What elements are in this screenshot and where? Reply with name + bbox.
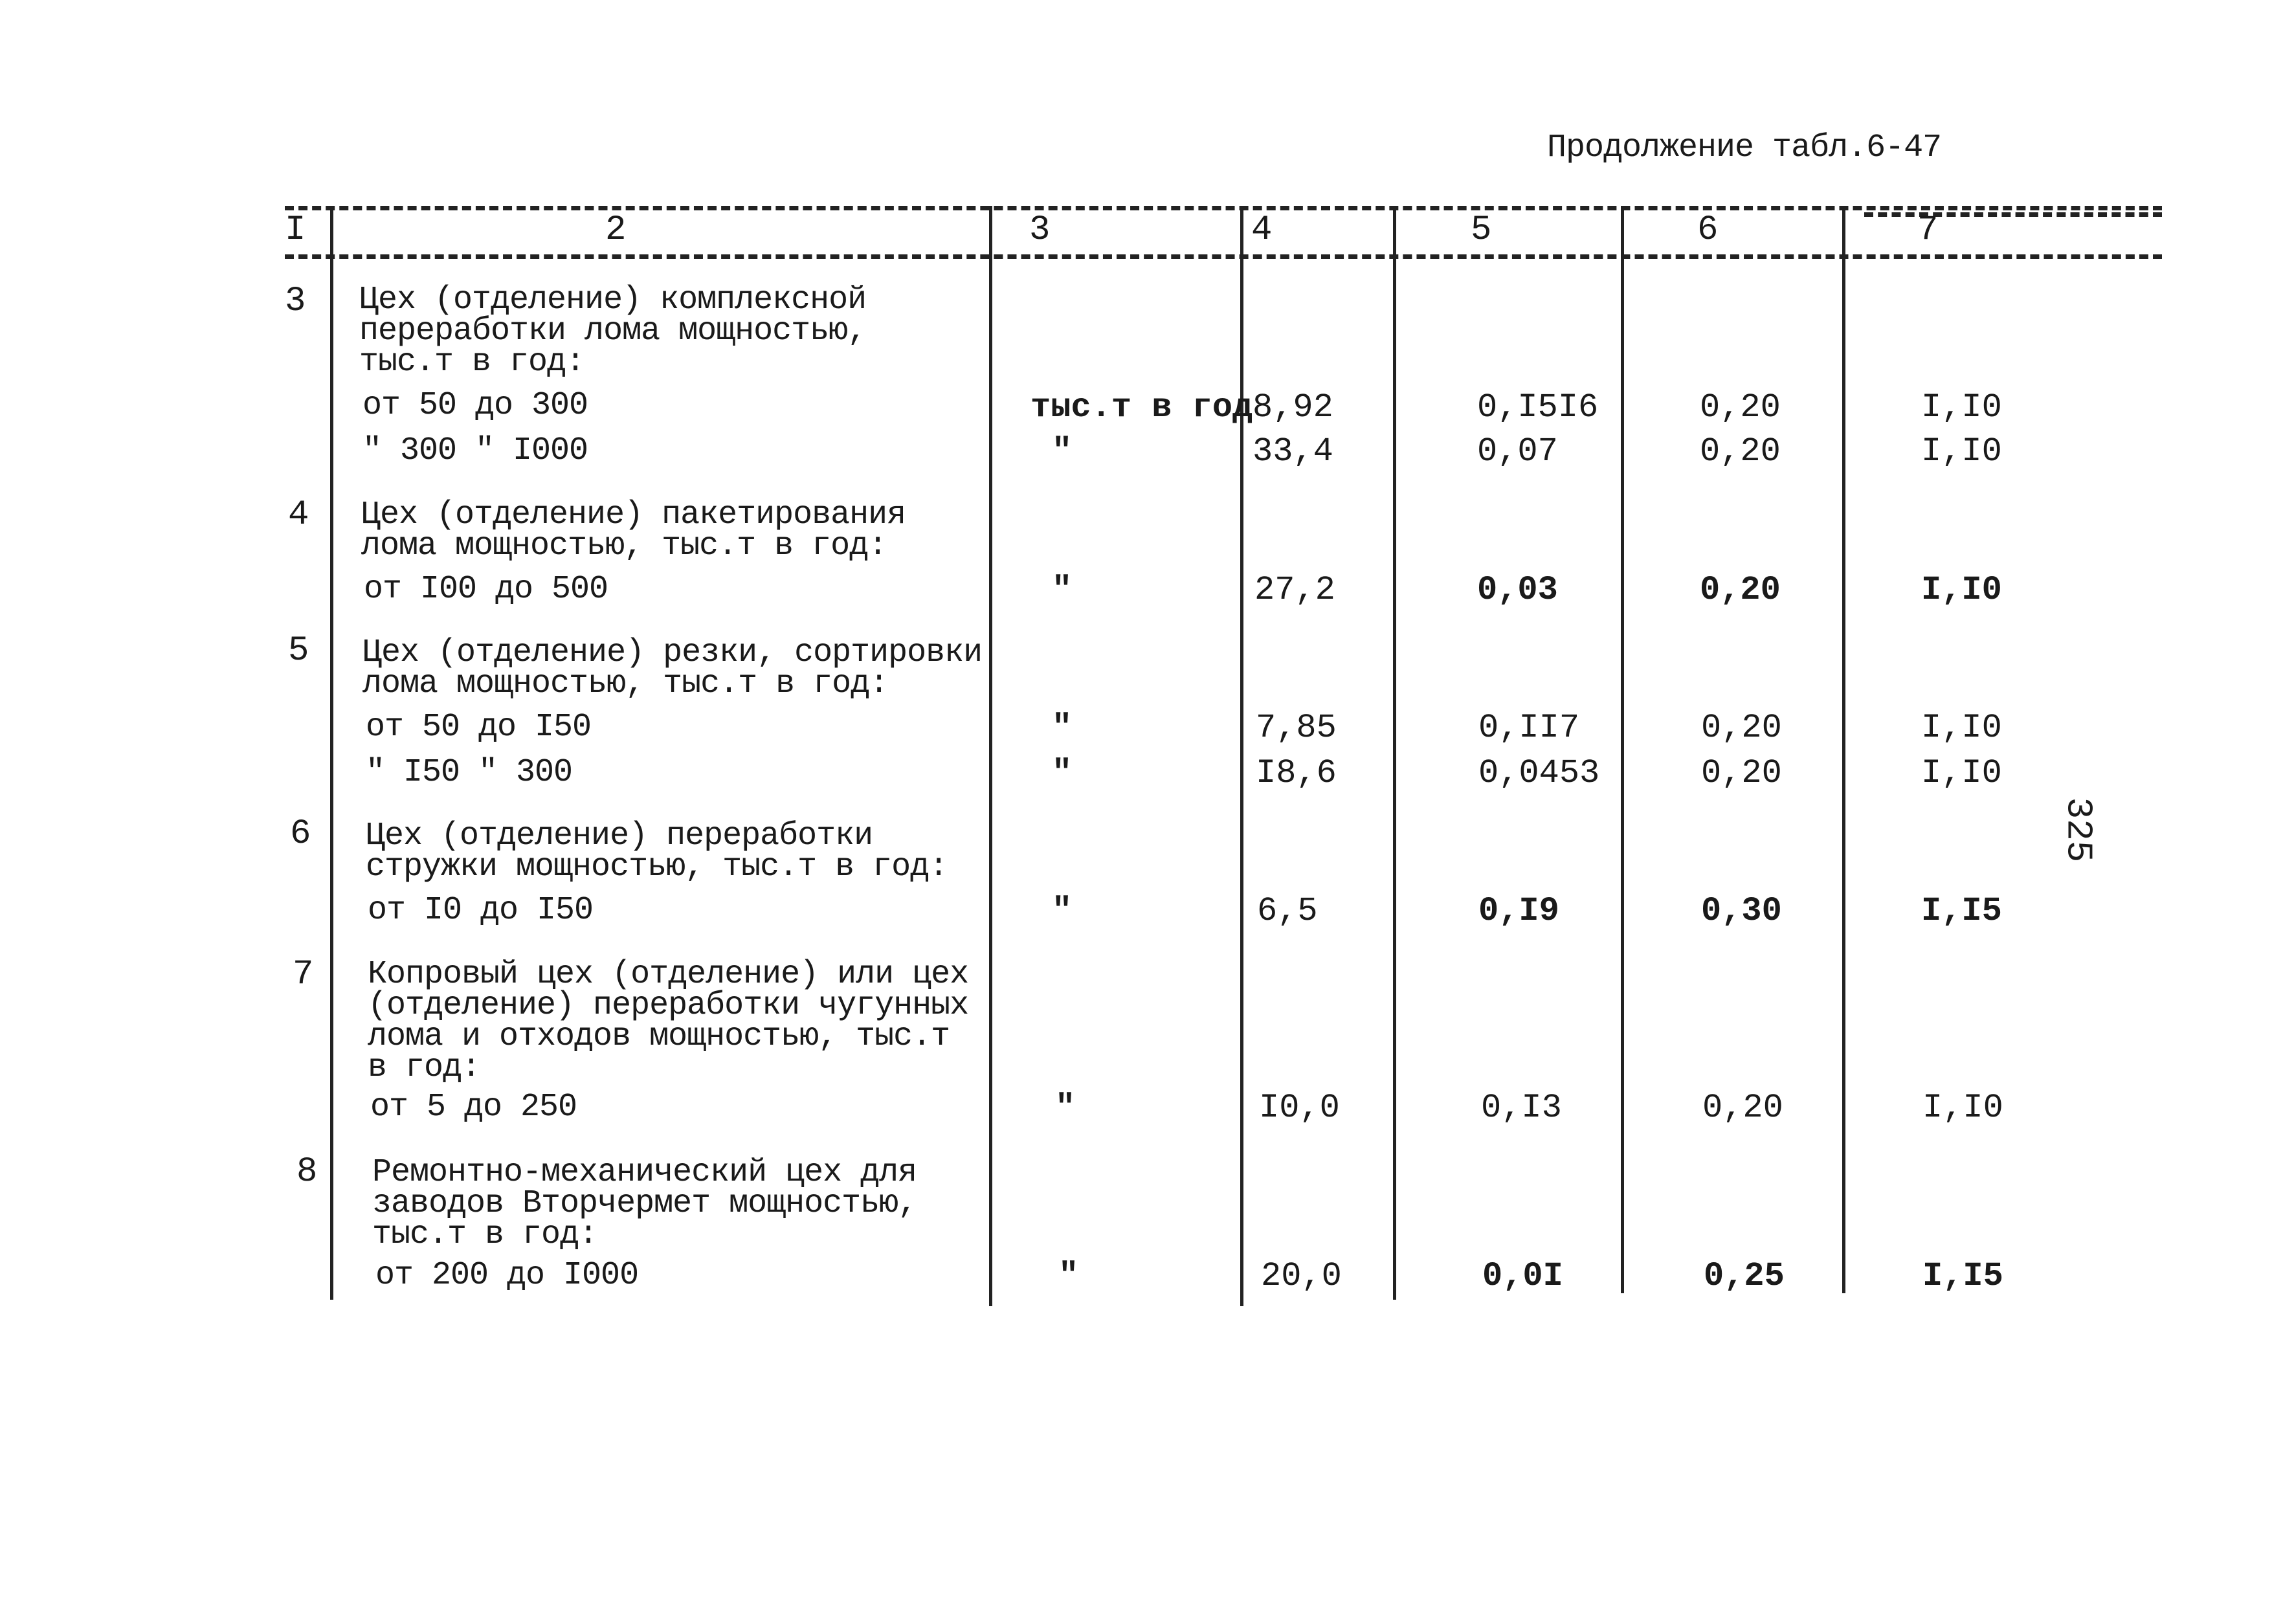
header-col-2: 2 (605, 210, 627, 250)
header-col-6: 6 (1697, 210, 1719, 250)
subrow-col5: 0,0453 (1478, 754, 1600, 792)
subrow-col6: 0,30 (1701, 892, 1782, 930)
subrow-col4: 6,5 (1257, 892, 1318, 930)
subrow-range: от 5 до 250 (370, 1089, 577, 1126)
subrow-col6: 0,25 (1704, 1257, 1785, 1295)
row-title: Цех (отделение) пакетирования лома мощностью, тыс.т в год: (361, 496, 906, 564)
subrow-col7: I,I0 (1921, 709, 2002, 747)
subrow-col4: 27,2 (1254, 571, 1335, 609)
col-divider-6 (1842, 206, 1845, 1293)
header-top-rule-right (1864, 212, 2162, 217)
subrow-col4: 7,85 (1256, 709, 1337, 747)
subrow-col6: 0,20 (1702, 1089, 1783, 1127)
row-number: 8 (296, 1152, 318, 1192)
col-divider-2 (989, 206, 992, 1306)
subrow-col5: 0,I3 (1481, 1089, 1562, 1127)
subrow-col7: I,I0 (1921, 388, 2002, 427)
subrow-range: от I00 до 500 (364, 571, 608, 608)
subrow-col5: 0,07 (1477, 432, 1558, 471)
subrow-col6: 0,20 (1700, 571, 1781, 609)
subrow-col4: I0,0 (1259, 1089, 1340, 1127)
row-number: 7 (293, 955, 314, 994)
subrow-range: от 50 до 300 (362, 387, 588, 424)
header-col-1: I (285, 210, 306, 250)
subrow-col5: 0,I5I6 (1477, 388, 1599, 427)
subrow-range: " 300 " I000 (362, 432, 588, 469)
subrow-unit: " (1052, 571, 1073, 609)
col-divider-3 (1240, 206, 1243, 1306)
subrow-col5: 0,I9 (1478, 892, 1559, 930)
subrow-unit: " (1052, 432, 1073, 471)
subrow-col5: 0,II7 (1478, 709, 1580, 747)
header-bottom-rule (285, 254, 2162, 259)
subrow-col4: 33,4 (1253, 432, 1333, 471)
subrow-col7: I,I0 (1922, 1089, 2003, 1127)
subrow-col7: I,I0 (1921, 571, 2002, 609)
header-col-5: 5 (1471, 210, 1492, 250)
subrow-col7: I,I0 (1921, 432, 2002, 471)
subrow-col4: 20,0 (1261, 1257, 1342, 1295)
subrow-col7: I,I5 (1921, 892, 2002, 930)
row-title: Цех (отделение) резки, сортировки лома мощностью, тыс.т в год: (362, 634, 983, 702)
subrow-unit: " (1055, 1089, 1076, 1127)
subrow-col6: 0,20 (1700, 432, 1781, 471)
subrow-col5: 0,03 (1477, 571, 1558, 609)
subrow-range: от 50 до I50 (366, 709, 592, 746)
row-title: Ремонтно-механический цех для заводов Вторчермет мощностью, тыс.т в год: (372, 1154, 917, 1253)
subrow-col7: I,I0 (1921, 754, 2002, 792)
subrow-col4: 8,92 (1253, 388, 1333, 427)
subrow-col6: 0,20 (1700, 388, 1781, 427)
row-number: 3 (285, 282, 306, 321)
row-title: Цех (отделение) комплексной переработки лома мощностью, тыс.т в год: (359, 282, 867, 381)
subrow-unit: " (1052, 754, 1073, 792)
subrow-unit: " (1058, 1257, 1079, 1295)
col-divider-4 (1393, 206, 1396, 1300)
row-title: Цех (отделение) переработки стружки мощностью, тыс.т в год: (366, 818, 948, 885)
header-col-7: 7 (1917, 210, 1939, 250)
subrow-col7: I,I5 (1922, 1257, 2003, 1295)
table-caption: Продолжение табл.6-47 (1547, 129, 1942, 166)
subrow-col4: I8,6 (1256, 754, 1337, 792)
subrow-unit: " (1052, 709, 1073, 747)
row-number: 6 (290, 814, 311, 854)
subrow-unit: " (1052, 892, 1073, 930)
header-col-3: 3 (1029, 210, 1051, 250)
subrow-unit: тыс.т в год (1030, 388, 1253, 427)
col-divider-1 (330, 206, 333, 1300)
page-number: 325 (2057, 797, 2099, 863)
subrow-col5: 0,0I (1482, 1257, 1563, 1295)
subrow-range: от I0 до I50 (368, 892, 594, 929)
header-top-rule (285, 206, 2162, 210)
subrow-range: от 200 до I000 (375, 1257, 639, 1294)
subrow-range: " I50 " 300 (366, 754, 573, 791)
subrow-col6: 0,20 (1701, 709, 1782, 747)
header-col-4: 4 (1251, 210, 1273, 250)
row-number: 5 (288, 631, 309, 671)
row-title: Копровый цех (отделение) или цех (отделение) переработки чугунных лома и отходов мощностью, тыс.т в год: (368, 956, 969, 1086)
col-divider-5 (1621, 206, 1624, 1293)
row-number: 4 (288, 495, 309, 535)
subrow-col6: 0,20 (1701, 754, 1782, 792)
